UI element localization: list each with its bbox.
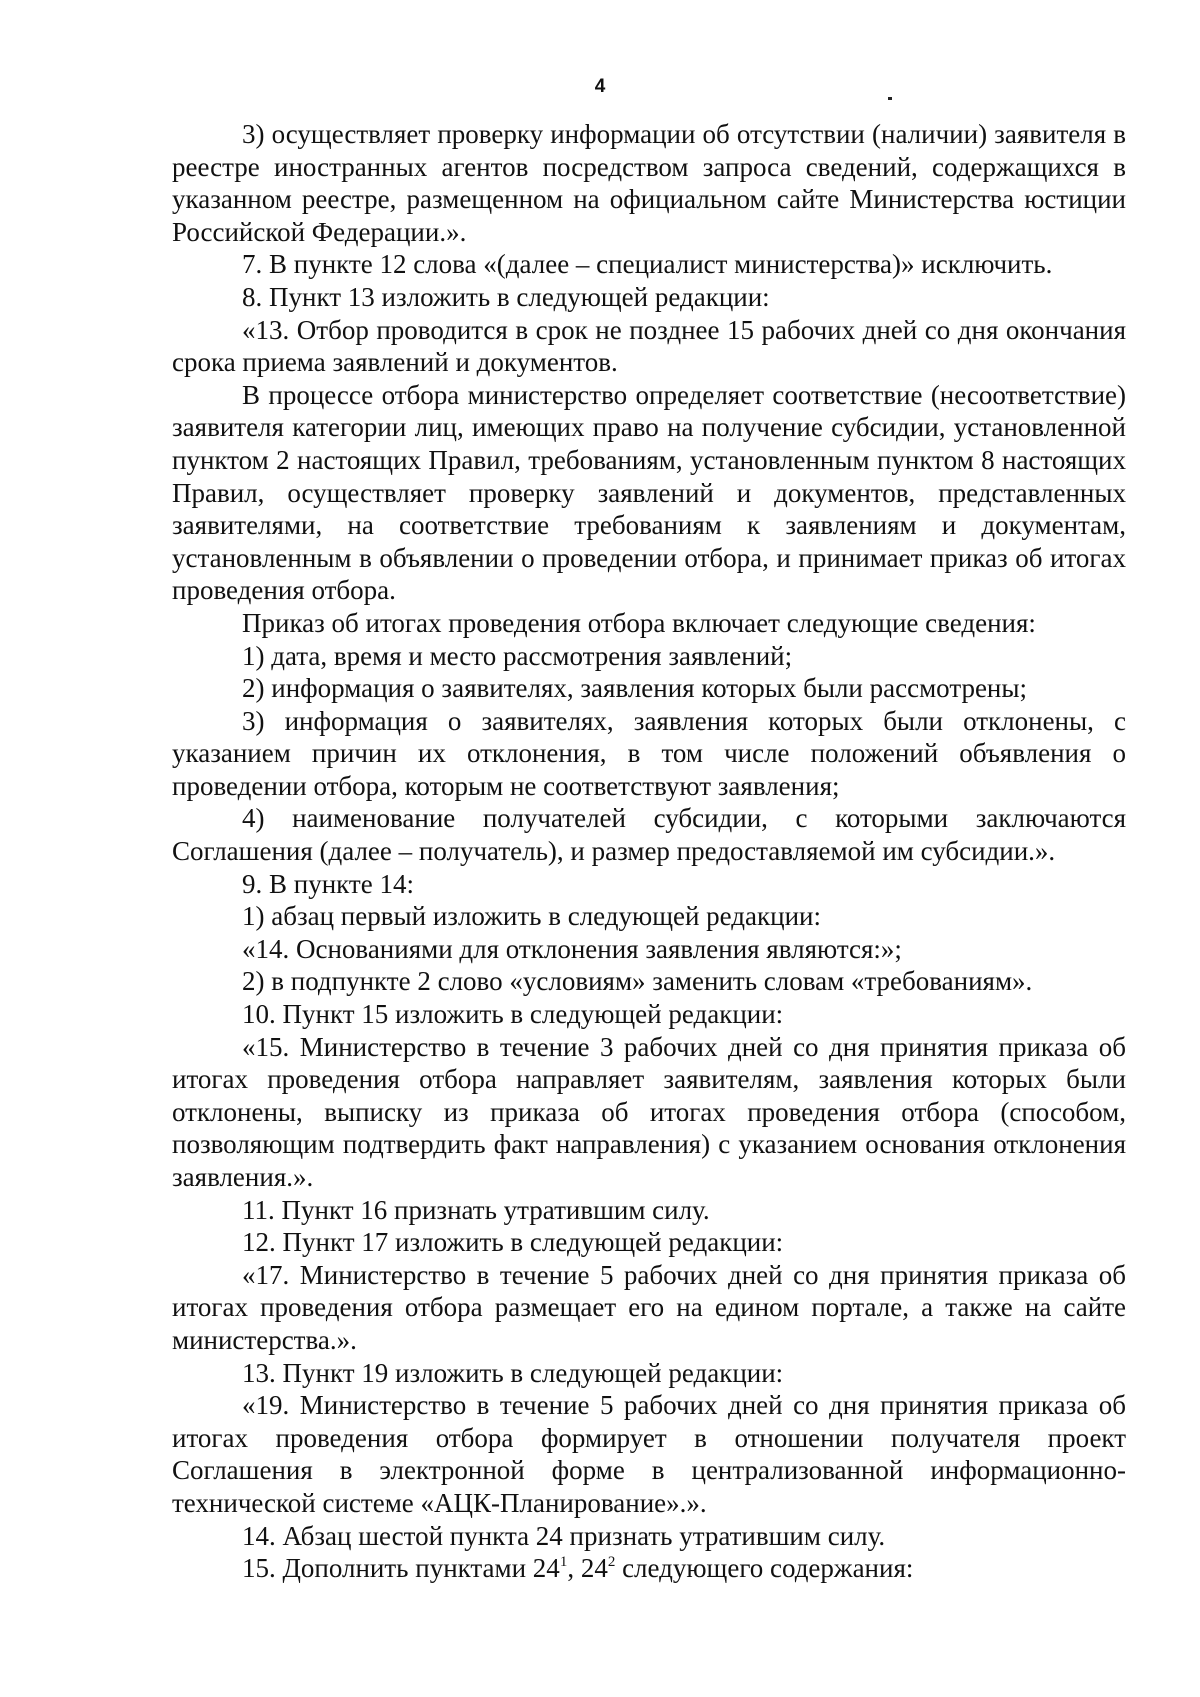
paragraph-2: 7. В пункте 12 слова «(далее – специалист министерства)» исключить.	[242, 249, 1053, 280]
paragraph-6: Приказ об итогах проведения отбора включает следующие сведения:	[242, 607, 1036, 638]
paragraph-4: «13. Отбор проводится в срок не позднее 15 рабочих дней со дня окончания срока приема заявлений и документов.	[172, 314, 1126, 378]
paragraph-5: В процессе отбора министерство определяет соответствие (несоответствие) заявителя категории лиц, имеющих право на получение субсидии, установленной пунктом 2 настоящих Правил, требованиям, установленным пунктом 8 настоящих Правил, осуществляет проверку заявлений и документов, представленных заявителями, на соответствие требованиям к заявлениям и документам, установленным в объявлении о проведении отбора, и принимает приказ об итогах проведения отбора.	[172, 379, 1126, 606]
document-body	[172, 118, 1126, 1585]
paragraph-17: 11. Пункт 16 признать утратившим силу.	[242, 1194, 710, 1225]
superscript-2: 2	[607, 1554, 616, 1571]
superscript-1: 1	[559, 1554, 568, 1571]
paragraph-23-middle: , 24	[567, 1553, 608, 1584]
paragraph-19: «17. Министерство в течение 5 рабочих дней со дня принятия приказа об итогах проведения отбора размещает его на едином портале, а также на сайте министерства.».	[172, 1259, 1126, 1355]
paragraph-3: 8. Пункт 13 изложить в следующей редакции:	[242, 281, 770, 312]
paragraph-12: 1) абзац первый изложить в следующей редакции:	[242, 901, 821, 932]
paragraph-11: 9. В пункте 14:	[242, 868, 414, 899]
paragraph-21: «19. Министерство в течение 5 рабочих дней со дня принятия приказа об итогах проведения отбора формирует в отношении получателя проект Соглашения в электронной форме в централизованной информационно-технической системе «АЦК-Планирование».».	[172, 1390, 1126, 1518]
paragraph-7: 1) дата, время и место рассмотрения заявлений;	[242, 640, 793, 671]
paragraph-8: 2) информация о заявителях, заявления которых были рассмотрены;	[242, 673, 1028, 704]
paragraph-1: 3) осуществляет проверку информации об отсутствии (наличии) заявителя в реестре иностранных агентов посредством запроса сведений, содержащихся в указанном реестре, размещенном на официальном сайте Министерства юстиции Российской Федерации.».	[172, 119, 1126, 247]
paragraph-13: «14. Основаниями для отклонения заявления являются:»;	[242, 933, 902, 964]
paragraph-23-suffix: следующего содержания:	[615, 1553, 914, 1584]
page-number: 4	[594, 76, 606, 97]
scan-speck	[888, 97, 892, 100]
paragraph-15: 10. Пункт 15 изложить в следующей редакции:	[242, 999, 784, 1030]
paragraph-16: «15. Министерство в течение 3 рабочих дней со дня принятия приказа об итогах проведения отбора направляет заявителям, заявления которых были отклонены, выписку из приказа об итогах проведения отбора (способом, позволяющим подтвердить факт направления) с указанием основания отклонения заявления.».	[172, 1031, 1126, 1192]
paragraph-23	[172, 1552, 1126, 1585]
paragraph-20: 13. Пункт 19 изложить в следующей редакции:	[242, 1357, 784, 1388]
paragraph-23-prefix: 15. Дополнить пунктами 24	[242, 1553, 560, 1584]
paragraph-14: 2) в подпункте 2 слово «условиям» заменить словам «требованиям».	[242, 966, 1033, 997]
paragraph-9: 3) информация о заявителях, заявления которых были отклонены, с указанием причин их отклонения, в том числе положений объявления о проведении отбора, которым не соответствуют заявления;	[172, 705, 1126, 801]
paragraph-10: 4) наименование получателей субсидии, с которыми заключаются Соглашения (далее – получатель), и размер предоставляемой им субсидии.».	[172, 803, 1126, 867]
paragraph-18: 12. Пункт 17 изложить в следующей редакции:	[242, 1227, 784, 1258]
paragraph-22: 14. Абзац шестой пункта 24 признать утратившим силу.	[242, 1520, 886, 1551]
